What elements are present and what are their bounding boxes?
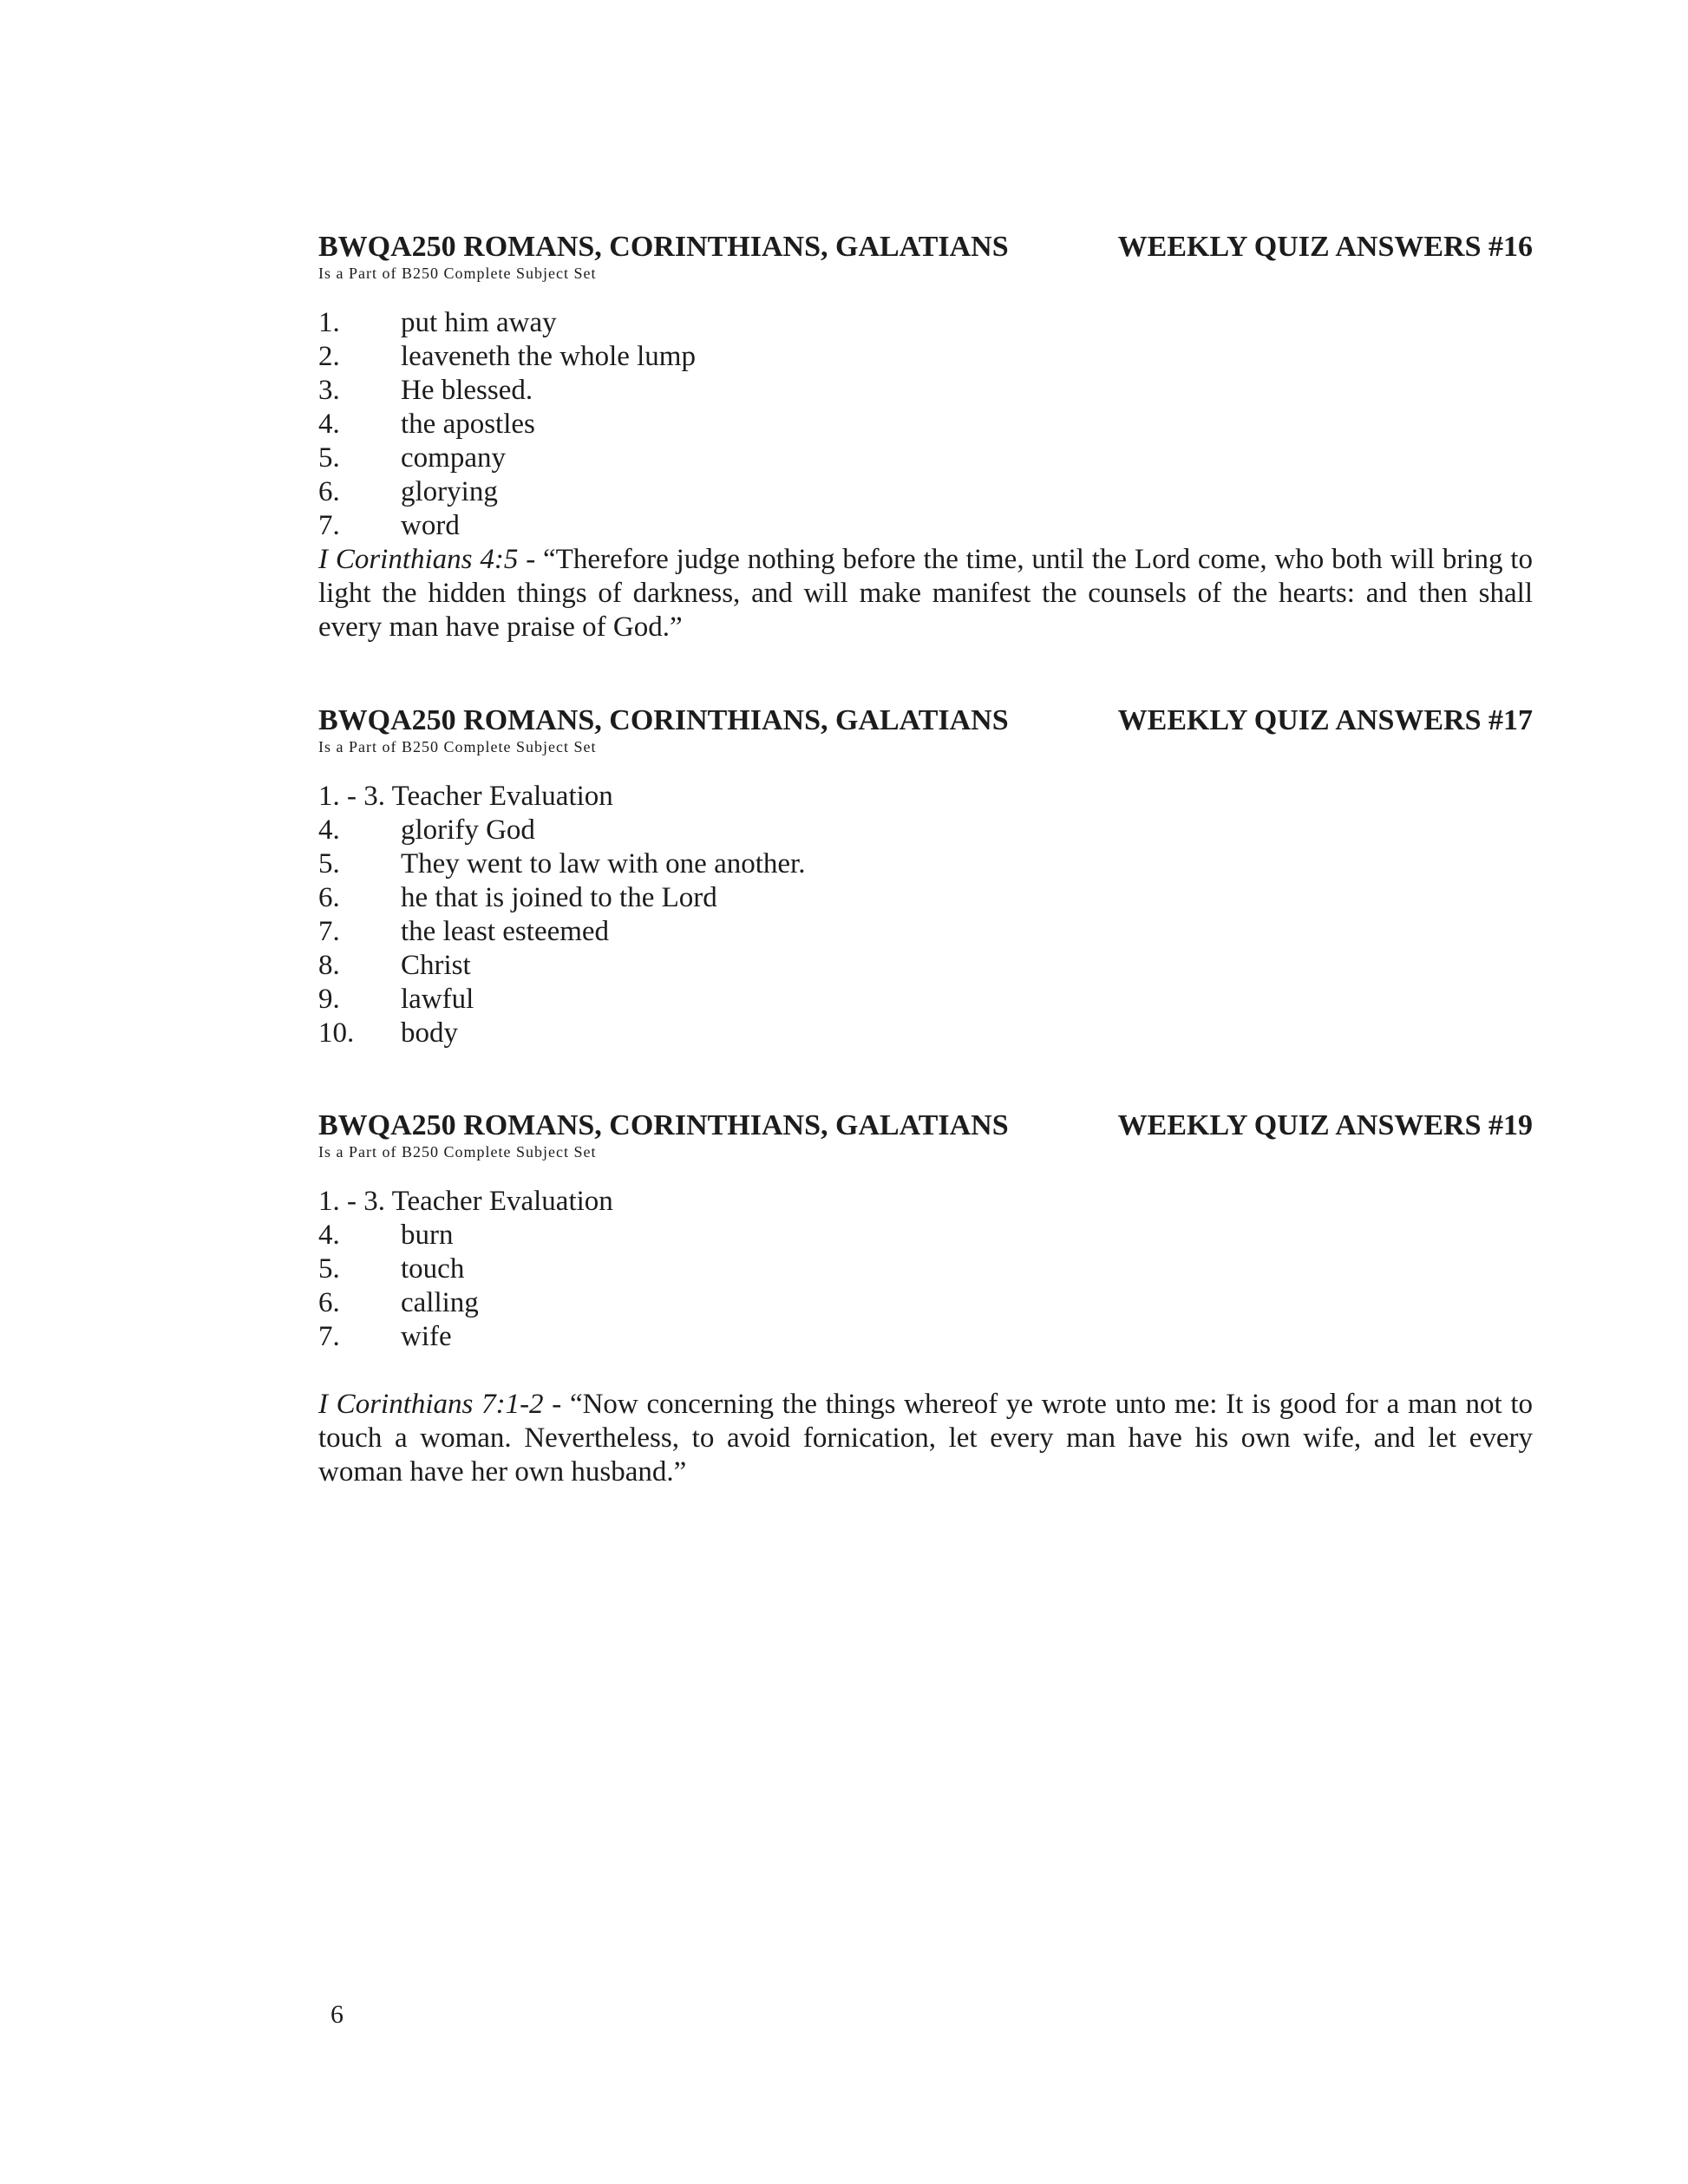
answer-number: 8. <box>318 950 340 981</box>
section-title <box>318 231 1533 264</box>
answer-item <box>318 881 1533 915</box>
answer-number: 2. <box>318 341 340 372</box>
answer-text: leaveneth the whole lump <box>401 341 696 372</box>
answer-text: They went to law with one another. <box>401 848 806 879</box>
answer-text: body <box>401 1017 458 1049</box>
answer-range-line: 1. - 3. Teacher Evaluation <box>318 1186 613 1217</box>
verse-text: - “Therefore judge nothing before the time, until the Lord come, who both will bring to light the hidden things of darkness, and will make manifest the counsels of the hearts: and then shall every man have praise of God.” <box>318 544 1533 643</box>
title-right: WEEKLY QUIZ ANSWERS #17 <box>1117 704 1533 736</box>
answer-text: word <box>401 510 460 541</box>
answer-item <box>318 949 1533 983</box>
answer-number: 4. <box>318 409 340 440</box>
answer-item <box>318 306 1533 340</box>
answer-item <box>318 1017 1533 1050</box>
quiz-answers-19 <box>318 1109 1533 1489</box>
answer-item <box>318 915 1533 949</box>
verse-text: - “Now concerning the things whereof ye wrote unto me: It is good for a man not to touch a woman. Nevertheless, to avoid fornication, let every man have his own wife, and let every woman have her own husband.” <box>318 1389 1533 1488</box>
answer-item <box>318 340 1533 374</box>
answer-item <box>318 814 1533 847</box>
scripture-verse <box>318 1388 1533 1489</box>
section-title <box>318 704 1533 737</box>
title-right: WEEKLY QUIZ ANSWERS #16 <box>1117 231 1533 263</box>
answer-number: 5. <box>318 1253 340 1285</box>
answer-list <box>318 780 1533 1050</box>
answer-text: glorying <box>401 476 498 507</box>
answer-number: 5. <box>318 442 340 474</box>
answer-number: 7. <box>318 1321 340 1352</box>
answer-text: touch <box>401 1253 465 1285</box>
answer-number: 1. <box>318 307 340 338</box>
answer-item <box>318 509 1533 543</box>
answer-text: calling <box>401 1287 479 1318</box>
quiz-answers-16 <box>318 231 1533 644</box>
answer-text: He blessed. <box>401 375 533 406</box>
answer-number: 4. <box>318 1220 340 1251</box>
answer-text: put him away <box>401 307 557 338</box>
answer-range-line: 1. - 3. Teacher Evaluation <box>318 781 613 812</box>
answer-item <box>318 408 1533 441</box>
answer-text: wife <box>401 1321 452 1352</box>
answer-number: 7. <box>318 510 340 541</box>
answer-item <box>318 983 1533 1017</box>
answer-item <box>318 1320 1533 1354</box>
answer-number: 6. <box>318 476 340 507</box>
section-subtitle: Is a Part of B250 Complete Subject Set <box>318 265 597 282</box>
answer-number: 6. <box>318 1287 340 1318</box>
scripture-verse <box>318 543 1533 644</box>
answer-item <box>318 1219 1533 1252</box>
answer-item <box>318 441 1533 475</box>
answer-number: 6. <box>318 882 340 913</box>
verse-reference: I Corinthians 7:1-2 <box>318 1389 544 1420</box>
answer-number: 3. <box>318 375 340 406</box>
page-number: 6 <box>330 2000 343 2029</box>
answer-item <box>318 847 1533 881</box>
answer-text: the apostles <box>401 409 535 440</box>
answer-number: 9. <box>318 984 340 1015</box>
title-left: BWQA250 ROMANS, CORINTHIANS, GALATIANS <box>318 231 1009 263</box>
answer-text: glorify God <box>401 814 535 846</box>
answer-list <box>318 306 1533 543</box>
section-subtitle: Is a Part of B250 Complete Subject Set <box>318 1143 597 1161</box>
answer-text: Christ <box>401 950 471 981</box>
answer-number: 5. <box>318 848 340 879</box>
answer-text: company <box>401 442 506 474</box>
title-left: BWQA250 ROMANS, CORINTHIANS, GALATIANS <box>318 1109 1009 1141</box>
answer-item <box>318 1286 1533 1320</box>
answer-item <box>318 374 1533 408</box>
answer-text: he that is joined to the Lord <box>401 882 717 913</box>
answer-list <box>318 1185 1533 1354</box>
verse-reference: I Corinthians 4:5 <box>318 544 519 575</box>
answer-item <box>318 1252 1533 1286</box>
answer-number: 4. <box>318 814 340 846</box>
title-right: WEEKLY QUIZ ANSWERS #19 <box>1117 1109 1533 1141</box>
answer-item <box>318 475 1533 509</box>
answer-text: the least esteemed <box>401 916 610 947</box>
answer-number: 7. <box>318 916 340 947</box>
answer-text: lawful <box>401 984 474 1015</box>
quiz-answers-17 <box>318 704 1533 1050</box>
title-left: BWQA250 ROMANS, CORINTHIANS, GALATIANS <box>318 704 1009 736</box>
answer-text: burn <box>401 1220 454 1251</box>
answer-number: 10. <box>318 1017 355 1049</box>
section-title <box>318 1109 1533 1142</box>
section-subtitle: Is a Part of B250 Complete Subject Set <box>318 738 597 755</box>
